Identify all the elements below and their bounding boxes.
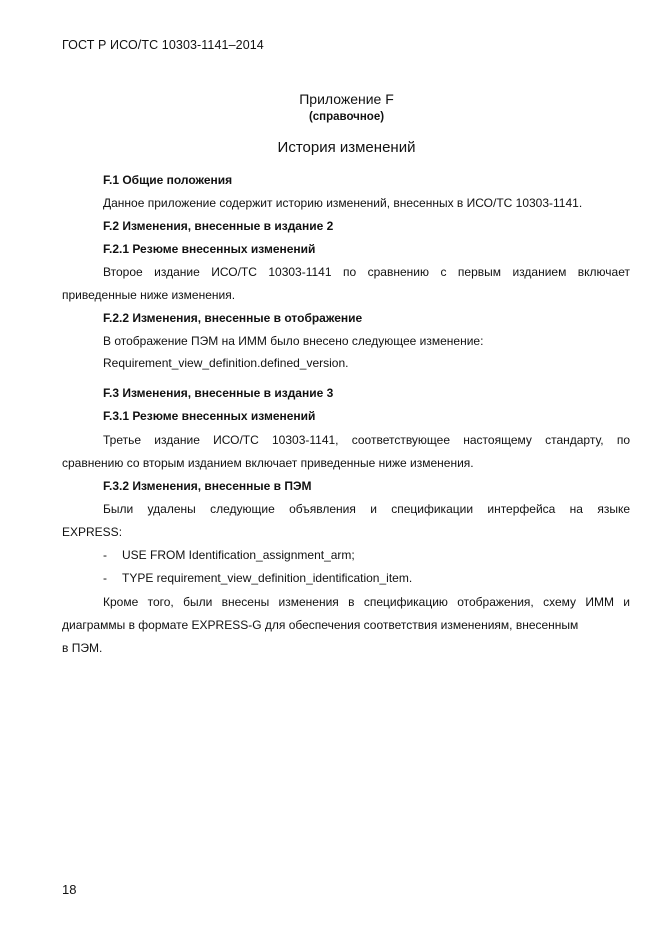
f1-paragraph: Данное приложение содержит историю изменений, внесенных в ИСО/ТС 10303-1141. (103, 196, 583, 210)
f32-heading: F.3.2 Изменения, внесенные в ПЭМ (103, 479, 312, 493)
f31-paragraph-line1: Третье издание ИСО/ТС 10303-1141, соответствующее настоящему стандарту, по (103, 433, 630, 447)
f21-heading: F.2.1 Резюме внесенных изменений (103, 242, 316, 256)
f31-paragraph-line2: сравнению со вторым изданием включает приведенные ниже изменения. (62, 456, 474, 470)
f22-heading: F.2.2 Изменения, внесенные в отображение (103, 311, 363, 325)
appendix-title: Приложение F (299, 91, 394, 107)
f32-paragraph-line1: Были удалены следующие объявления и спецификации интерфейса на языке (103, 502, 630, 516)
f21-paragraph-line1: Второе издание ИСО/ТС 10303-1141 по сравнению с первым изданием включает (103, 265, 630, 279)
f21-paragraph-line2: приведенные ниже изменения. (62, 288, 236, 302)
f1-heading: F.1 Общие положения (103, 173, 233, 187)
f2-heading: F.2 Изменения, внесенные в издание 2 (103, 219, 334, 233)
f22-paragraph-line2: Requirement_view_definition.defined_version. (103, 356, 349, 370)
f32-more-line2: диаграммы в формате EXPRESS-G для обеспечения соответствия изменениям, внесенным (62, 618, 579, 632)
f31-heading: F.3.1 Резюме внесенных изменений (103, 409, 316, 423)
f32-more-line1: Кроме того, были внесены изменения в спецификацию отображения, схему ИММ и (103, 595, 630, 609)
list-item-text: TYPE requirement_view_definition_identification_item. (122, 571, 413, 585)
f22-paragraph-line1: В отображение ПЭМ на ИММ было внесено следующее изменение: (103, 334, 484, 348)
f32-more-line3: в ПЭМ. (62, 641, 103, 655)
section-main-title: История изменений (277, 139, 416, 156)
list-item-text: USE FROM Identification_assignment_arm; (122, 548, 355, 562)
list-dash: - (103, 571, 107, 585)
page-number: 18 (62, 882, 77, 897)
list-dash: - (103, 548, 107, 562)
document-header: ГОСТ Р ИСО/ТС 10303-1141–2014 (62, 38, 264, 52)
f3-heading: F.3 Изменения, внесенные в издание 3 (103, 386, 334, 400)
f32-paragraph-line2: EXPRESS: (62, 525, 123, 539)
appendix-subtitle: (справочное) (308, 111, 385, 123)
